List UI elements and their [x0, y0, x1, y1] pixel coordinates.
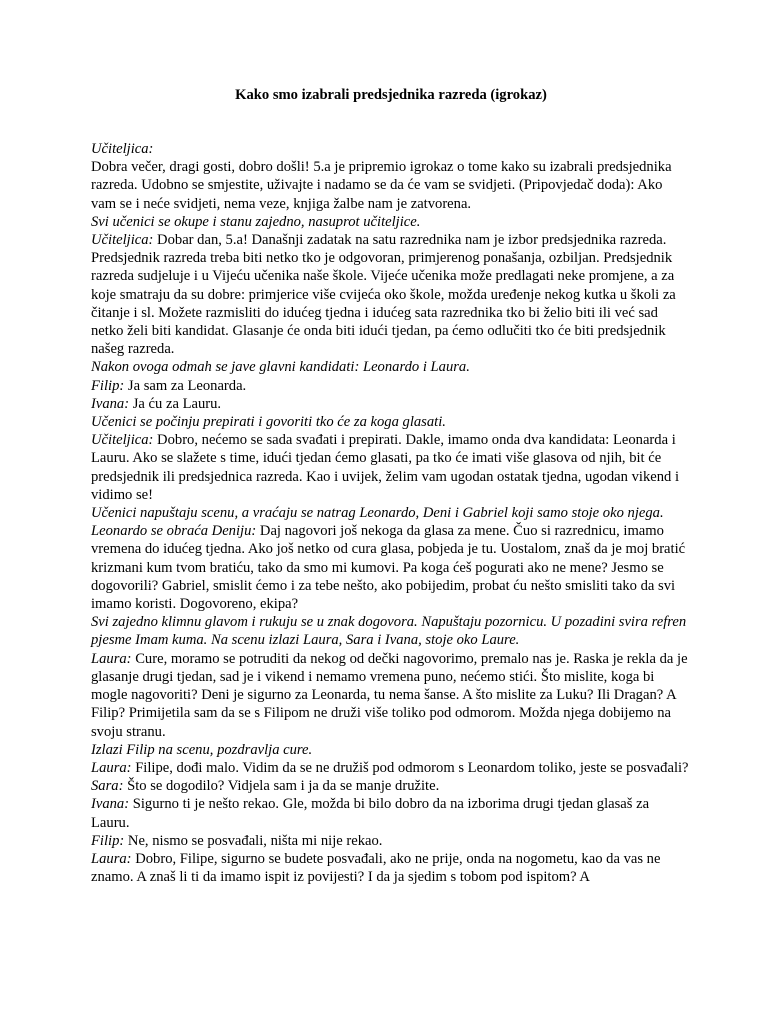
speaker-label: Laura: — [91, 759, 132, 776]
dialogue-text: Što se dogodilo? Vidjela sam i ja da se manje družite. — [123, 778, 440, 795]
speaker-label: Laura: — [91, 850, 132, 867]
stage-direction: Izlazi Filip na scenu, pozdravlja cure. — [91, 741, 313, 758]
dialogue-text: Daj nagovori još nekoga da glasa za mene. Čuo si razrednicu, imamo vremena do idućeg tjedna. Ako još netko od cura glasa, pobjeda je tu. Uostalom, znaš da je moj bratić krizmani kum tvom bratiću, tako da smo mi kumovi. Pa koga ćeš pogurati ako ne mene? Jesmo se dogovorili? Gabriel, smislit ćemo i za tebe nešto, ako pobijedim, probat ću nešto smisliti tako da svi imamo koristi. Dogovoreno, ekipa? — [91, 523, 686, 613]
paragraph — [91, 377, 691, 395]
stage-direction: Učiteljica: — [91, 141, 154, 157]
paragraph — [91, 613, 691, 649]
paragraph — [91, 395, 691, 413]
dialogue-text: Dobro, Filipe, sigurno se budete posvađali, ako ne prije, onda na nogometu, kao da vas ne znamo. A znaš li ti da imamo ispit iz povijesti? I da ja sjedim s tobom pod ispitom? A — [91, 850, 661, 886]
speaker-label: Ivana: — [91, 395, 130, 412]
dialogue-text: Ne, nismo se posvađali, ništa mi nije rekao. — [124, 832, 383, 849]
paragraph — [91, 213, 691, 231]
paragraph — [91, 140, 691, 158]
dialogue-text: Dobar dan, 5.a! Današnji zadatak na satu razrednika nam je izbor predsjednika razreda. Predsjednik razreda treba biti netko tko je odgovoran, primjerenog ponašanja, ozbiljan. Predsjednik razreda sudjeluje i u Vijeću učenika naše škole. Vijeće učenika može predlagati neke promjene, a za koje smatraju da su dobre: primjerice više cvijeća oko škole, možda uređenje nekog kutka u školi za čitanje i sl. Možete razmisliti do idućeg tjedna i idućeg sata razrednika tko bi želio biti ili već sad netko želi biti kandidat. Glasanje će onda biti idući tjedan, pa ćemo odlučiti tko će biti predsjednik našeg razreda. — [91, 232, 676, 358]
paragraph — [91, 413, 691, 431]
paragraph — [91, 795, 691, 831]
speaker-label: Laura: — [91, 650, 132, 667]
stage-direction: Učenici napuštaju scenu, a vraćaju se natrag Leonardo, Deni i Gabriel koji samo stoje oko njega. — [91, 505, 664, 522]
dialogue-text: Dobro, nećemo se sada svađati i prepirati. Dakle, imamo onda dva kandidata: Leonarda i Lauru. Ako se slažete s time, idući tjedan ćemo glasati, pa tko će imati više glasova od njih, bit će predsjednik ili predsjednica razreda. Kao i uvijek, želim vam ugodan ostatak tjedna, ugodan vikend i vidimo se! — [91, 432, 680, 503]
document-body — [91, 140, 691, 886]
paragraph — [91, 504, 691, 522]
document-page — [91, 0, 691, 1024]
dialogue-text: Ja sam za Leonarda. — [124, 377, 247, 394]
speaker-label: Sara: — [91, 778, 124, 795]
dialogue-text: Cure, moramo se potruditi da nekog od dečki nagovorimo, premalo nas je. Raska je rekla da je glasanje drugi tjedan, sad je i vikend i nemamo vremena puno, nećemo stići. Što mislite, koga bi mogle nagovoriti? Deni je sigurno za Leonarda, tu nema šanse. A što mislite za Luku? Ili Dragan? A Filip? Primijetila sam da se s Filipom ne druži više toliko pod odmorom. Možda njega dobijemo na svoju stranu. — [91, 650, 688, 740]
paragraph — [91, 759, 691, 777]
dialogue-text: Filipe, dođi malo. Vidim da se ne družiš pod odmorom s Leonardom toliko, jeste se posvađali? — [131, 759, 689, 776]
dialogue-text: Dobra večer, dragi gosti, dobro došli! 5.a je pripremio igrokaz o tome kako su izabrali predsjednika razreda. Udobno se smjestite, uživajte i nadamo se da će vam se svidjeti. (Pripovjedač doda): Ako vam se i neće svidjeti, nema veze, knjiga žalbe nam je zatvorena. — [91, 159, 672, 212]
dialogue-text: Sigurno ti je nešto rekao. Gle, možda bi bilo dobro da na izborima drugi tjedan glasaš za Lauru. — [91, 796, 650, 831]
paragraph — [91, 358, 691, 376]
paragraph — [91, 650, 691, 741]
stage-direction: Svi zajedno klimnu glavom i rukuju se u znak dogovora. Napuštaju pozornicu. U pozadini svira refren pjesme Imam kuma. Na scenu izlazi Laura, Sara i Ivana, stoje oko Laure. — [91, 614, 687, 649]
stage-direction: Svi učenici se okupe i stanu zajedno, nasuprot učiteljice. — [91, 213, 421, 230]
speaker-label: Filip: — [91, 377, 125, 394]
paragraph — [91, 832, 691, 850]
speaker-label: Ivana: — [91, 796, 130, 813]
speaker-label: Učiteljica: — [91, 232, 154, 249]
speaker-label: Učiteljica: — [91, 432, 154, 449]
paragraph — [91, 850, 691, 886]
dialogue-text: Ja ću za Lauru. — [129, 395, 222, 412]
speaker-label: Leonardo se obraća Deniju: — [91, 523, 257, 540]
paragraph — [91, 522, 691, 613]
speaker-label: Filip: — [91, 832, 125, 849]
document-title: Kako smo izabrali predsjednika razreda (igrokaz) — [235, 87, 547, 103]
paragraph — [91, 741, 691, 759]
paragraph — [91, 231, 691, 358]
stage-direction: Učenici se počinju prepirati i govoriti tko će za koga glasati. — [91, 414, 446, 431]
stage-direction: Nakon ovoga odmah se jave glavni kandidati: Leonardo i Laura. — [91, 359, 470, 376]
paragraph — [91, 431, 691, 504]
paragraph — [91, 158, 691, 213]
paragraph — [91, 777, 691, 795]
